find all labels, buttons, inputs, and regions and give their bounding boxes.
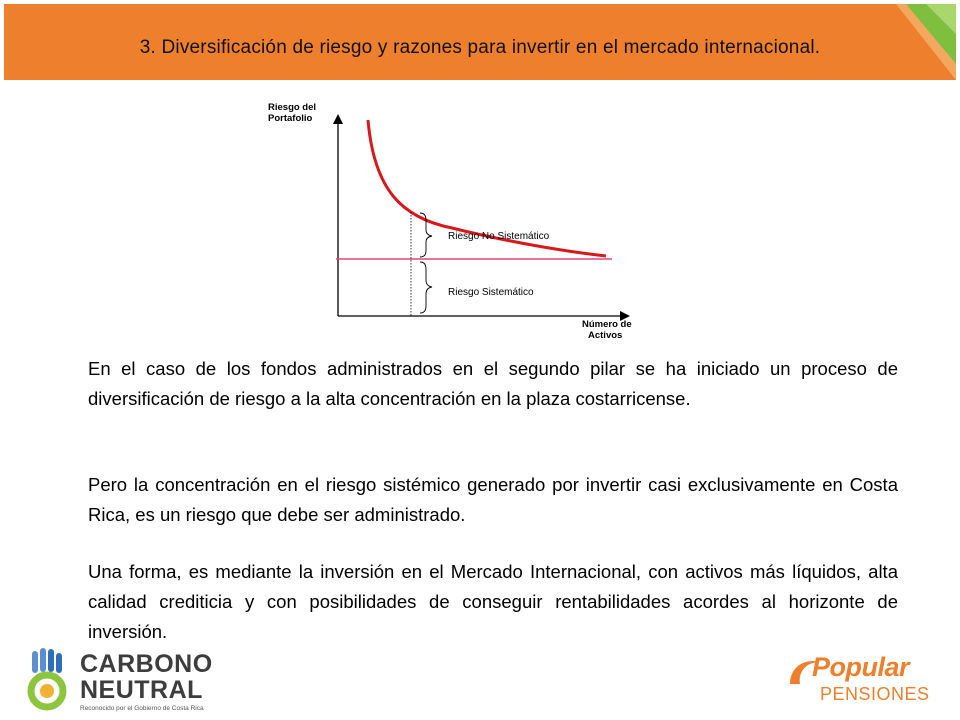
paragraph-diversification: En el caso de los fondos administrados en el segundo pilar se ha iniciado un proceso de diversificación de riesgo a la alta concentración en la plaza costarricense. (88, 358, 898, 409)
carbono-neutral-logo (22, 647, 212, 715)
x-axis-label-line1: Número de (582, 319, 632, 330)
logo-tagline: Reconocido por el Gobierno de Costa Rica (80, 705, 204, 712)
popular-pensiones-logo (786, 652, 946, 710)
logo-text-neutral: NEUTRAL (80, 676, 203, 704)
systematic-brace (420, 262, 432, 313)
logo-text-carbono: CARBONO (80, 650, 213, 678)
hand-icon (22, 647, 78, 713)
y-axis-label-line2: Portafolio (268, 113, 313, 124)
paragraph-international-market: Una forma, es mediante la inversión en el Mercado Internacional, con activos más líquidos, alta calidad crediticia y con posibilidades de conseguir rentabilidades acordes al horizonte de inversión. (88, 561, 898, 642)
logo-text-pensiones: PENSIONES (820, 684, 930, 704)
header-bar (4, 4, 956, 80)
diversification-diagram (262, 100, 662, 345)
y-axis-label-line1: Riesgo del (268, 102, 317, 113)
label-systematic-risk: Riesgo Sistemático (448, 287, 534, 298)
logo-text-popular: Popular (812, 652, 910, 682)
y-axis-arrow (333, 114, 343, 124)
x-axis-label-line2: Activos (588, 330, 623, 341)
slide-title: 3. Diversificación de riesgo y razones para invertir en el mercado internacional. (139, 37, 821, 58)
label-unsystematic-risk: Riesgo No Sistemático (448, 231, 550, 242)
paragraph-systemic-risk: Pero la concentración en el riesgo sistémico generado por invertir casi exclusivamente en Costa Rica, es un riesgo que debe ser administrado. (88, 474, 898, 525)
